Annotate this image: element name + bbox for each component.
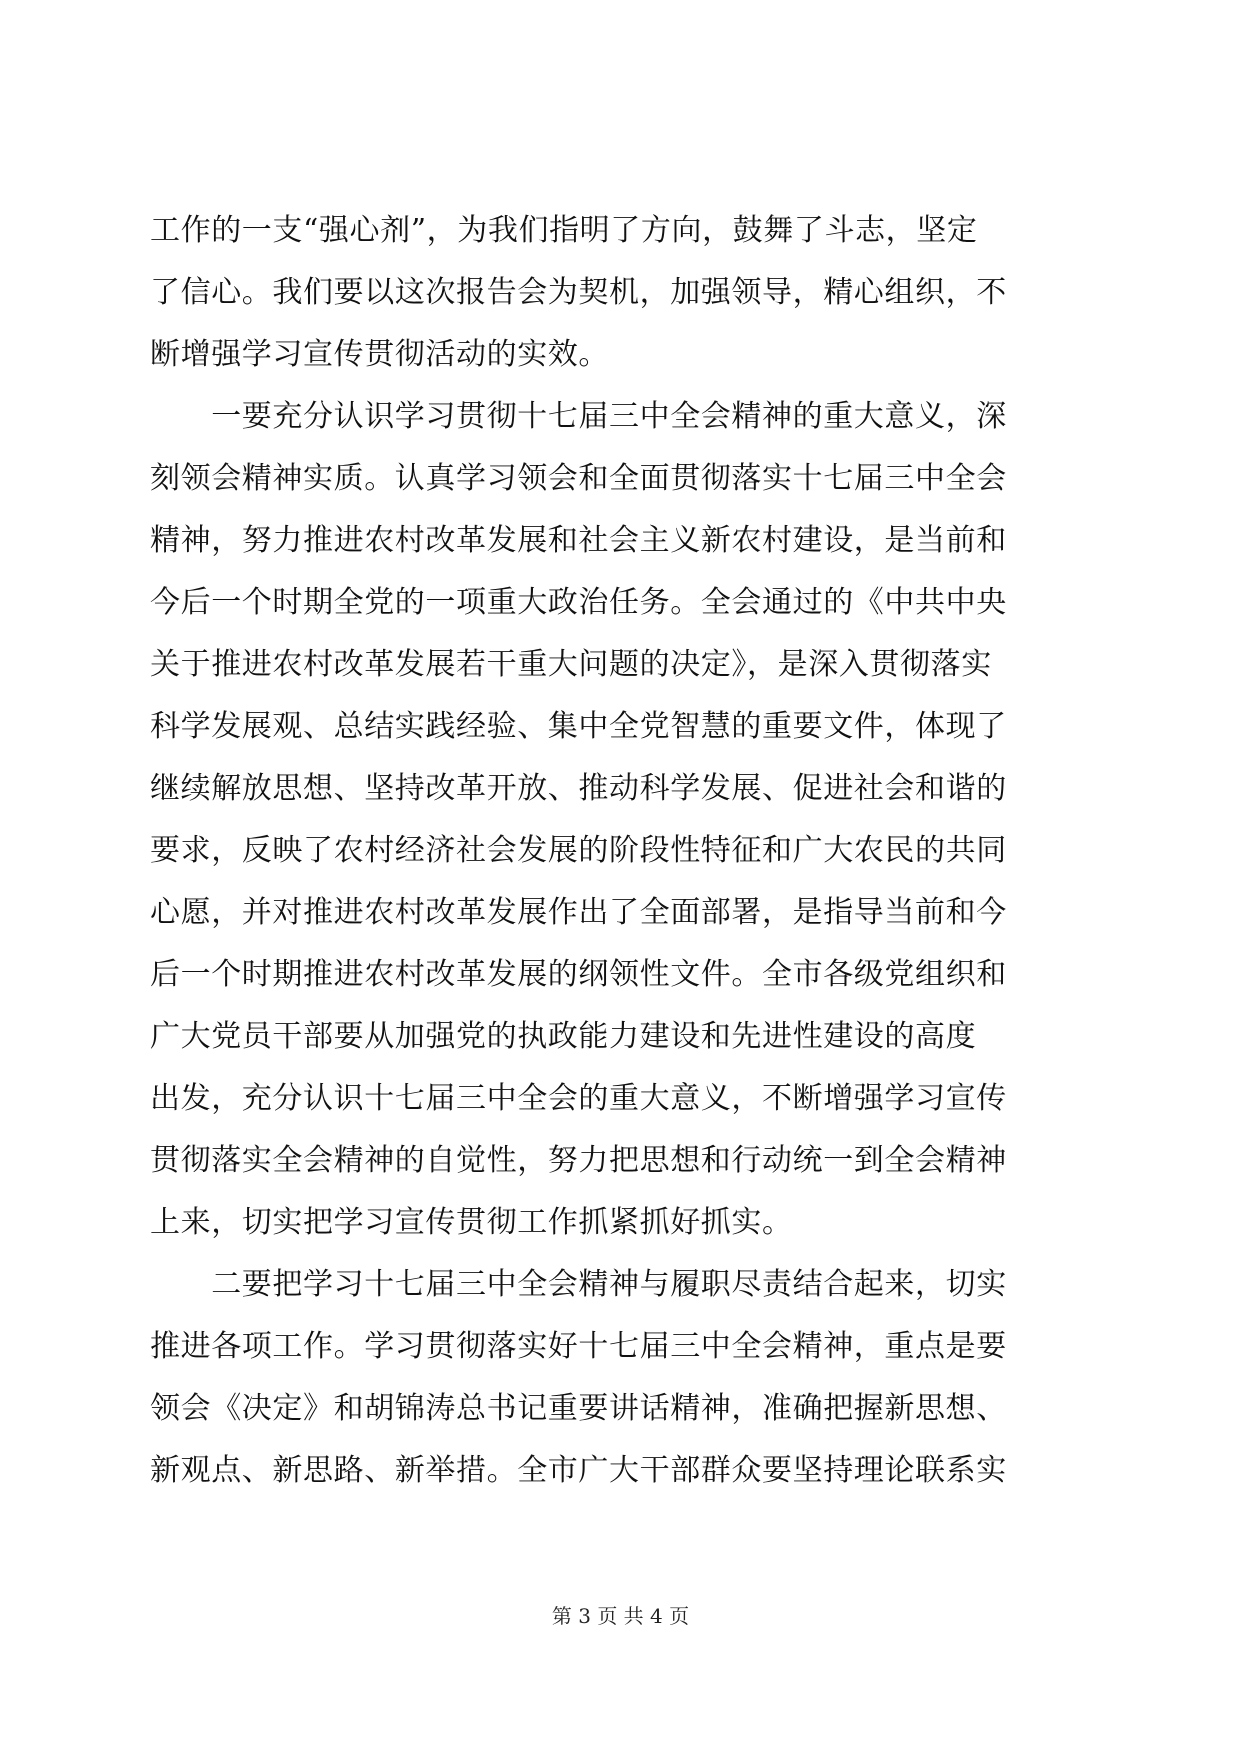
text-line: 工作的一支“强心剂”，为我们指明了方向，鼓舞了斗志，坚定: [150, 213, 978, 248]
text-line: 了信心。我们要以这次报告会为契机，加强领导，精心组织，不: [150, 275, 1007, 310]
text-line: 后一个时期推进农村改革发展的纲领性文件。全市各级党组织和: [150, 957, 1007, 992]
text-line: 科学发展观、总结实践经验、集中全党智慧的重要文件，体现了: [150, 709, 1007, 744]
text-line: 关于推进农村改革发展若干重大问题的决定》，是深入贯彻落实: [150, 647, 992, 682]
text-line: 广大党员干部要从加强党的执政能力建设和先进性建设的高度: [150, 1019, 977, 1054]
text-line: 领会《决定》和胡锦涛总书记重要讲话精神，准确把握新思想、: [150, 1391, 1007, 1426]
document-body: [150, 200, 1090, 1502]
text-line: 心愿，并对推进农村改革发展作出了全面部署，是指导当前和今: [150, 895, 1007, 930]
text-line: 断增强学习宣传贯彻活动的实效。: [150, 337, 609, 372]
text-line: 刻领会精神实质。认真学习领会和全面贯彻落实十七届三中全会: [150, 461, 1007, 496]
text-line: 二要把学习十七届三中全会精神与履职尽责结合起来，切实: [150, 1267, 1007, 1302]
text-line: 要求，反映了农村经济社会发展的阶段性特征和广大农民的共同: [150, 833, 1007, 868]
text-line: 继续解放思想、坚持改革开放、推动科学发展、促进社会和谐的: [150, 771, 1007, 806]
text-line: 新观点、新思路、新举措。全市广大干部群众要坚持理论联系实: [150, 1453, 1007, 1488]
page-number-footer: 第 3 页 共 4 页: [551, 1604, 690, 1628]
text-line: 推进各项工作。学习贯彻落实好十七届三中全会精神，重点是要: [150, 1329, 1007, 1364]
text-line: 今后一个时期全党的一项重大政治任务。全会通过的《中共中央: [150, 585, 1007, 620]
text-line: 一要充分认识学习贯彻十七届三中全会精神的重大意义，深: [150, 399, 1007, 434]
text-line: 出发，充分认识十七届三中全会的重大意义，不断增强学习宣传: [150, 1081, 1007, 1116]
text-line: 精神，努力推进农村改革发展和社会主义新农村建设，是当前和: [150, 523, 1007, 558]
text-line: 贯彻落实全会精神的自觉性，努力把思想和行动统一到全会精神: [150, 1143, 1007, 1178]
text-line: 上来，切实把学习宣传贯彻工作抓紧抓好抓实。: [150, 1205, 793, 1240]
